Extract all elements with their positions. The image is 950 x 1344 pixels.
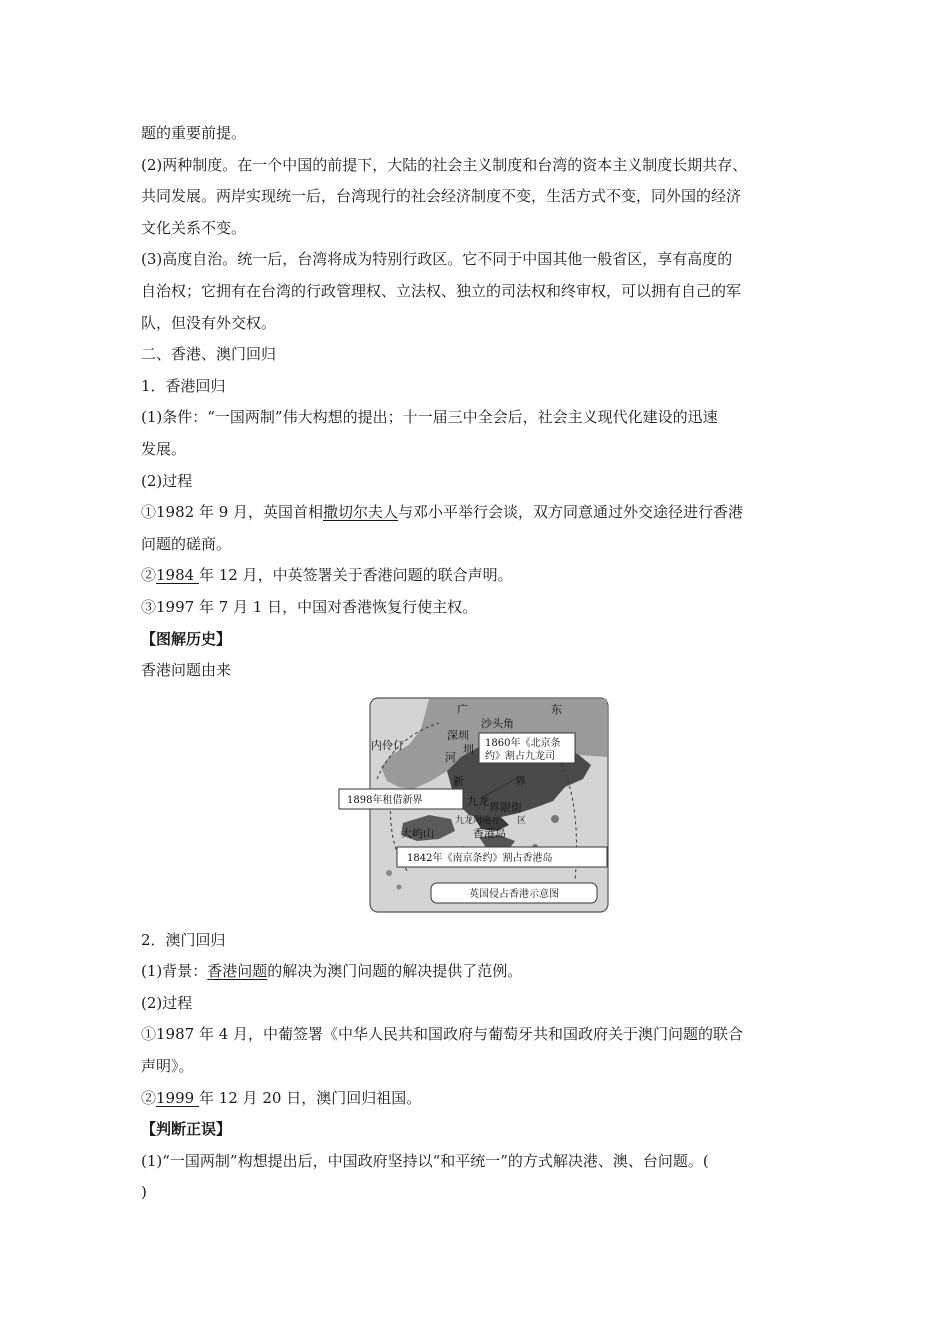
paragraph-line: ①1987 年 4 月，中葡签署《中华人民共和国政府与葡萄牙共和国政府关于澳门问题的联合 — [141, 1025, 744, 1044]
text-span: 年 12 月，中英签署关于香港问题的联合声明。 — [198, 566, 513, 585]
paragraph-line: (3)高度自治。统一后，台湾将成为特别行政区。它不同于中国其他一般省区，享有高度的 — [141, 250, 733, 269]
paragraph-line: 队，但没有外交权。 — [141, 313, 277, 332]
map-label-zhen: 圳 — [463, 742, 474, 756]
map-label-shenzhen: 深圳 — [447, 728, 469, 742]
illustration-subtitle: 香港问题由来 — [141, 661, 232, 680]
hong-kong-map-figure — [347, 697, 609, 913]
paragraph-line: (2)过程 — [141, 993, 193, 1012]
map-label-xin: 新 — [453, 774, 464, 788]
subsection-title: 2．澳门回归 — [141, 930, 226, 949]
map-label-jie: 界 — [515, 774, 526, 788]
paragraph-line — [141, 956, 813, 988]
map-caption: 英国侵占香港示意图 — [469, 888, 559, 900]
callout-1860-line2: 约》割占九龙司 — [485, 750, 555, 762]
map-label-dong: 东 — [551, 702, 562, 716]
paragraph-line — [141, 1083, 813, 1115]
text-span: ② — [141, 566, 157, 585]
map-label-dayushan: 大屿山 — [401, 826, 434, 840]
map-label-neilingding: 内伶仃 — [371, 738, 404, 752]
question-line: (1)“一国两制”构想提出后，中国政府坚持以“和平统一”的方式解决港、澳、台问题。( — [141, 1151, 709, 1170]
paragraph-line — [141, 497, 813, 529]
text-span: ①1982 年 9 月，英国首相 — [141, 503, 324, 522]
illustration-tag: 【图解历史】 — [141, 629, 232, 648]
answer-bracket: ) — [141, 1183, 147, 1202]
paragraph-line: 问题的磋商。 — [141, 534, 232, 553]
underlined-answer: 香港问题 — [207, 962, 268, 981]
map-label-qu: 区 — [517, 815, 527, 826]
paragraph-line: (2)过程 — [141, 471, 193, 490]
document-page — [141, 118, 813, 1209]
section-heading: 二、香港、澳门回归 — [141, 345, 277, 364]
map-label-guang: 广 — [457, 702, 468, 716]
callout-1860-line1: 1860年《北京条 — [485, 737, 561, 749]
judge-tag: 【判断正误】 — [141, 1120, 232, 1139]
paragraph-line: 声明》。 — [141, 1057, 194, 1076]
paragraph-line: (2)两种制度。在一个中国的前提下，大陆的社会主义制度和台湾的资本主义制度长期共存、 — [141, 155, 748, 174]
map-label-hk-island: 香港岛 — [473, 826, 506, 840]
map-label-he: 河 — [445, 750, 456, 764]
map-label-jiulong: 九龙 — [467, 794, 489, 808]
map-label-jiulong-city: 九龙司地方 — [455, 815, 501, 826]
underlined-answer: 1984 — [156, 566, 199, 585]
text-span: 的解决为澳门问题的解决提供了范例。 — [267, 962, 523, 981]
paragraph-line: 共同发展。两岸实现统一后，台湾现行的社会经济制度不变，生活方式不变，同外国的经济 — [141, 187, 742, 206]
subsection-title: 1．香港回归 — [141, 376, 226, 395]
map-label-jiexian: 界限街 — [489, 800, 522, 814]
text-span: ② — [141, 1088, 157, 1107]
text-span: (1)背景： — [141, 962, 208, 981]
paragraph-line: (1)条件：“一国两制”伟大构想的提出；十一届三中全会后，社会主义现代化建设的迅速 — [141, 408, 718, 427]
map-label-shatoujiao: 沙头角 — [481, 716, 514, 730]
underlined-answer: 撒切尔夫人 — [323, 503, 399, 522]
callout-1842: 1842年《南京条约》割占香港岛 — [407, 852, 553, 864]
paragraph-line: ③1997 年 7 月 1 日，中国对香港恢复行使主权。 — [141, 597, 478, 616]
hong-kong-map — [347, 697, 609, 913]
callout-1898: 1898年租借新界 — [347, 794, 423, 806]
text-span: 与邓小平举行会谈，双方同意通过外交途径进行香港 — [398, 503, 744, 522]
paragraph-line: 自治权；它拥有在台湾的行政管理权、立法权、独立的司法权和终审权，可以拥有自己的军 — [141, 281, 742, 300]
paragraph-line: 文化关系不变。 — [141, 218, 247, 237]
paragraph-line — [141, 560, 813, 592]
paragraph-line: 发展。 — [141, 439, 187, 458]
paragraph-line: 题的重要前提。 — [141, 124, 247, 142]
text-span: 年 12 月 20 日，澳门回归祖国。 — [198, 1088, 422, 1107]
underlined-answer: 1999 — [156, 1088, 199, 1107]
